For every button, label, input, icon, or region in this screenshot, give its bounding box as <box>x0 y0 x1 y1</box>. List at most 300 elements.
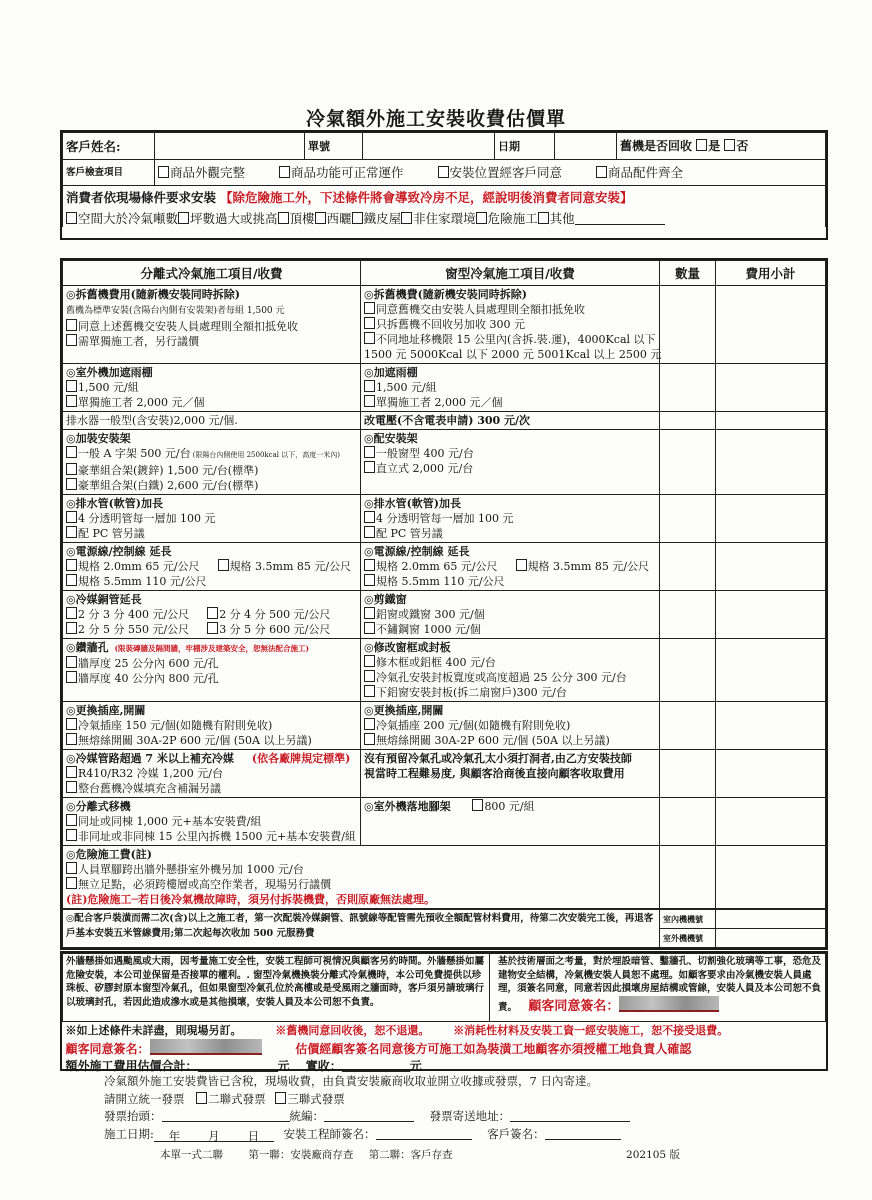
item-line <box>364 287 656 302</box>
header-section <box>60 130 828 240</box>
item-line <box>364 431 656 446</box>
subtotal-field[interactable] <box>716 591 826 639</box>
item-text: R410/R32 冷媒 1,200 元/台 <box>78 767 223 780</box>
split-item-cell <box>63 430 361 495</box>
item-line <box>66 526 357 541</box>
condition-checkbox[interactable] <box>278 212 289 224</box>
option-checkbox[interactable] <box>218 559 229 571</box>
option-checkbox[interactable] <box>364 733 375 745</box>
inspection-item <box>596 165 683 180</box>
paid-field[interactable] <box>342 1058 410 1072</box>
item-line <box>364 670 656 685</box>
qty-field[interactable] <box>660 798 716 846</box>
item-text: 規格 3.5mm 85 元/公尺 <box>527 560 650 573</box>
option-checkbox[interactable] <box>364 655 375 667</box>
condition-item <box>66 211 178 226</box>
item-text: 1,500 元/組 <box>376 381 437 394</box>
item-line <box>364 526 656 541</box>
item-text: 1,500 元/組 <box>78 381 139 394</box>
option-checkbox[interactable] <box>66 526 77 538</box>
item-text: ◎電源線/控制線 延長 <box>66 545 172 558</box>
option-checkbox[interactable] <box>472 799 483 811</box>
copy1-label: 第一聯：安裝廠商存查 <box>248 1149 354 1161</box>
option-checkbox[interactable] <box>66 656 77 668</box>
item-line <box>66 671 357 686</box>
subtotal-field[interactable] <box>716 430 826 495</box>
item-text: ◎冷媒銅管延長 <box>66 593 142 606</box>
notes-section <box>60 951 828 1071</box>
item-line <box>364 655 656 670</box>
item-line <box>364 559 656 574</box>
subtotal-field[interactable] <box>716 364 826 412</box>
invoice-3-checkbox[interactable] <box>275 1092 286 1104</box>
condition-label: 其他 <box>549 211 575 226</box>
item-segment <box>66 815 261 828</box>
item-text: 不鏽鋼窗 1000 元/個 <box>376 623 481 636</box>
option-checkbox[interactable] <box>364 302 375 314</box>
qty-field[interactable] <box>660 364 716 412</box>
item-line <box>364 511 656 526</box>
customer-name-label: 客戶姓名: <box>63 133 155 160</box>
construction-date-field[interactable] <box>154 1128 274 1142</box>
item-text: 4 分透明管每一層加 100 元 <box>376 512 514 525</box>
subtotal-field[interactable] <box>716 846 826 909</box>
paid-unit: 元 <box>409 1059 422 1073</box>
item-text: ◎拆舊機費用(隨新機安裝同時拆除) <box>66 288 241 301</box>
item-line <box>66 511 357 526</box>
item-segment <box>66 848 152 861</box>
recycle-no-checkbox[interactable] <box>724 139 735 151</box>
condition-row <box>63 186 826 228</box>
item-line <box>364 496 656 511</box>
item-segment <box>66 719 272 732</box>
option-checkbox[interactable] <box>364 461 375 473</box>
item-segment <box>66 608 189 621</box>
item-segment <box>66 767 223 780</box>
window-item-cell <box>361 639 660 702</box>
item-text: ◎鑽牆孔 <box>66 641 113 654</box>
item-text: 規格 2.0mm 65 元/公尺 <box>78 560 200 573</box>
condition-checkbox[interactable] <box>476 212 487 224</box>
option-checkbox[interactable] <box>516 559 527 571</box>
item-text: 改電壓(不含電表申請) 300 元/次 <box>364 414 531 427</box>
condition-checkbox[interactable] <box>66 212 77 224</box>
item-line <box>66 622 357 637</box>
window-item-cell <box>361 412 660 430</box>
option-checkbox[interactable] <box>364 559 375 571</box>
window-item-cell <box>361 591 660 639</box>
option-checkbox[interactable] <box>66 766 77 778</box>
condition-checkbox[interactable] <box>315 212 326 224</box>
item-text: (註)危險施工─若日後冷氣機故障時，須另付拆裝機費，否則原廠無法處理。 <box>66 893 436 906</box>
item-segment <box>364 527 443 540</box>
condition-item <box>278 211 315 226</box>
split-item-cell <box>63 412 361 430</box>
item-segment <box>364 671 627 684</box>
item-line <box>66 718 357 733</box>
qty-field[interactable] <box>660 412 716 430</box>
item-text: ◎加遮雨棚 <box>364 366 418 379</box>
col-window-header: 窗型冷氣施工項目/收費 <box>361 261 660 286</box>
item-line <box>364 607 656 622</box>
notes-right-text: 基於技術層面之考量，對於埋設暗管、鑿牆孔、切割強化玻璃等工事，恐危及建物安全結構，冷氣機安裝人員恕不處理。如顧客要求由冷氣機安裝人員處理，須簽名同意，同意若因此損壞房屋結構或管線，安裝人員及本公司恕不負責。 <box>498 956 822 1013</box>
item-text: 單獨施工者 2,000 元／個 <box>78 396 205 409</box>
item-segment <box>66 512 215 525</box>
item-line <box>66 334 357 349</box>
item-line <box>66 496 357 511</box>
option-checkbox[interactable] <box>66 334 77 346</box>
item-segment <box>66 447 191 460</box>
condition-label: 非住家環境 <box>413 211 476 226</box>
total-label: 額外施工費用估價合計： <box>65 1059 198 1073</box>
option-checkbox[interactable] <box>364 332 375 344</box>
item-segment <box>218 560 352 573</box>
table-row <box>63 543 826 591</box>
item-line <box>66 892 656 907</box>
construction-date-label: 施工日期: <box>104 1127 154 1141</box>
invoice-3-label: 三聯式發票 <box>287 1092 345 1106</box>
condition-checkbox[interactable] <box>178 212 189 224</box>
date-field[interactable] <box>555 133 617 160</box>
condition-label: 西曬 <box>326 211 352 226</box>
item-line <box>66 413 357 428</box>
total-unit: 元 <box>277 1059 290 1073</box>
option-checkbox[interactable] <box>364 317 375 329</box>
condition-checkbox[interactable] <box>538 212 549 224</box>
subtotal-field[interactable] <box>716 750 826 798</box>
item-text: ◎更換插座,開關 <box>66 704 146 717</box>
item-segment <box>516 560 650 573</box>
window-item-cell <box>361 495 660 543</box>
qty-field[interactable] <box>660 430 716 495</box>
option-checkbox[interactable] <box>66 814 77 826</box>
item-segment <box>364 318 525 331</box>
invoice-2-label: 二聯式發票 <box>208 1092 266 1106</box>
order-no-field[interactable] <box>363 133 495 160</box>
item-line <box>66 574 357 589</box>
copies-row <box>160 1147 680 1162</box>
option-checkbox[interactable] <box>66 380 77 392</box>
other-condition-field[interactable] <box>575 211 665 225</box>
item-text: ◎配安裝架 <box>364 432 418 445</box>
item-text: 一般 A 字架 500 元/台 <box>78 447 191 460</box>
table-row <box>63 364 826 412</box>
option-checkbox[interactable] <box>66 463 77 475</box>
item-text: ◎修改窗框或封板 <box>364 641 451 654</box>
item-line <box>364 640 656 655</box>
item-line <box>364 574 656 589</box>
qty-field[interactable] <box>660 846 716 909</box>
item-line <box>364 592 656 607</box>
option-checkbox[interactable] <box>364 526 375 538</box>
item-text: 人員單腳跨出牆外懸掛室外機另加 1000 元/台 <box>78 863 304 876</box>
item-segment <box>66 366 153 379</box>
option-checkbox[interactable] <box>207 607 218 619</box>
option-checkbox[interactable] <box>66 671 77 683</box>
inspection-checkbox[interactable] <box>596 166 607 178</box>
paid-label: 實收： <box>305 1059 342 1073</box>
item-segment <box>66 432 131 445</box>
option-checkbox[interactable] <box>66 733 77 745</box>
split-item-cell <box>63 591 361 639</box>
item-text: 沒有預留冷氣孔或冷氣孔太小須打洞者,由乙方安裝技師 <box>364 752 632 765</box>
inspection-label: 安裝位置經客戶同意 <box>449 165 563 180</box>
qty-field[interactable] <box>660 750 716 798</box>
month-label: 月 <box>208 1129 220 1143</box>
item-segment <box>472 800 534 813</box>
form-title: 冷氣額外施工安裝收費估價單 <box>305 108 566 130</box>
pricing-table <box>60 258 828 950</box>
item-segment <box>66 396 204 409</box>
inspection-checkbox[interactable] <box>438 166 449 178</box>
copy2-label: 第二聯：客戶存查 <box>368 1149 453 1161</box>
qty-field[interactable] <box>660 639 716 702</box>
item-segment <box>364 432 418 445</box>
option-checkbox[interactable] <box>66 877 77 889</box>
recycle-yes-checkbox[interactable] <box>696 139 707 151</box>
item-text: 直立式 2,000 元/台 <box>376 462 474 475</box>
item-text: (依各廠牌規定標準) <box>251 752 351 765</box>
item-line <box>66 847 656 862</box>
qty-field[interactable] <box>660 286 716 364</box>
qty-field[interactable] <box>660 702 716 750</box>
invoice-title-field[interactable] <box>162 1108 290 1122</box>
option-checkbox[interactable] <box>66 511 77 523</box>
item-line <box>364 751 656 766</box>
customer-name-field[interactable] <box>155 133 305 160</box>
option-checkbox[interactable] <box>364 670 375 682</box>
item-text: 無熔絲開關 30A-2P 600 元/個 (50A 以上另議) <box>376 734 610 747</box>
item-text: (限陽台內側使用 2500kcal 以下，高度一米內) <box>192 451 340 459</box>
item-line <box>364 799 656 814</box>
option-checkbox[interactable] <box>66 862 77 874</box>
option-checkbox[interactable] <box>66 829 77 841</box>
window-item-cell <box>361 702 660 750</box>
item-text: 規格 5.5mm 110 元/公尺 <box>78 575 207 588</box>
item-line <box>364 622 656 637</box>
item-text: 冷氣插座 200 元/個(如隨機有附則免收) <box>376 719 571 732</box>
item-line <box>66 814 357 829</box>
item-text: ◎室外機落地腳架 <box>364 800 455 813</box>
item-text: ◎排水管(軟管)加長 <box>364 497 462 510</box>
item-segment <box>66 782 221 795</box>
condition-items <box>66 211 822 226</box>
window-item-cell <box>361 750 660 798</box>
item-text: 冷氣插座 150 元/個(如隨機有附則免收) <box>78 719 273 732</box>
split-item-cell <box>63 750 361 798</box>
item-line <box>66 703 357 718</box>
item-line <box>364 332 656 347</box>
item-line <box>364 347 662 362</box>
item-segment <box>66 464 258 477</box>
option-checkbox[interactable] <box>364 607 375 619</box>
item-text: 只拆舊機不回收另加收 300 元 <box>376 318 525 331</box>
item-line <box>364 685 656 700</box>
condition-label: 危險施工 <box>487 211 538 226</box>
inspection-label: 商品配件齊全 <box>608 165 684 180</box>
option-checkbox[interactable] <box>364 718 375 730</box>
item-text: 非同址或非同棟 15 公里內拆機 1500 元+基本安裝費/組 <box>78 830 356 843</box>
item-text: 同意上述舊機交安裝人員處理則全額扣抵免收 <box>78 320 298 333</box>
item-segment <box>364 767 625 780</box>
option-checkbox[interactable] <box>364 380 375 392</box>
item-text: 牆厚度 25 公分內 600 元/孔 <box>78 657 219 670</box>
item-segment <box>364 545 469 558</box>
option-checkbox[interactable] <box>364 511 375 523</box>
item-segment <box>66 560 200 573</box>
condition-checkbox[interactable] <box>352 212 363 224</box>
item-segment <box>364 381 437 394</box>
item-text: 視當時工程難易度, 與顧客洽商後直接向顧客收取費用 <box>364 767 625 780</box>
item-text: 2 分 4 分 500 元/公尺 <box>219 608 331 621</box>
qty-field[interactable] <box>660 543 716 591</box>
item-line <box>364 380 656 395</box>
item-text: 鋁窗或鐵窗 300 元/個 <box>376 608 485 621</box>
subtotal-field[interactable] <box>716 412 826 430</box>
qty-field[interactable] <box>660 591 716 639</box>
item-segment <box>364 719 570 732</box>
option-checkbox[interactable] <box>66 607 77 619</box>
date-label: 日期 <box>495 133 555 160</box>
option-checkbox[interactable] <box>66 395 77 407</box>
item-text: 排水器一般型(含安裝)2,000 元/個. <box>66 414 238 427</box>
item-segment <box>364 686 567 699</box>
item-line <box>66 766 357 781</box>
item-text: 同址或同棟 1,000 元+基本安裝費/組 <box>78 815 262 828</box>
item-segment <box>364 734 610 747</box>
table-row <box>63 846 826 909</box>
recycle-yes-label: 是 <box>708 138 721 153</box>
item-text: (限裝磚牆及隔間牆，牢棚涉及建築安全，恕無法配合施工) <box>114 644 310 653</box>
invoice-2-checkbox[interactable] <box>196 1092 207 1104</box>
item-line <box>364 365 656 380</box>
item-line <box>364 733 656 748</box>
option-checkbox[interactable] <box>364 395 375 407</box>
hazard-section <box>63 846 660 909</box>
date-sign-row <box>104 1126 621 1142</box>
item-segment <box>364 656 496 669</box>
item-segment <box>66 657 219 670</box>
inspection-checkbox[interactable] <box>279 166 290 178</box>
item-segment <box>364 497 461 510</box>
subtotal-field[interactable] <box>716 702 826 750</box>
item-line <box>66 829 357 844</box>
split-item-cell <box>63 286 361 364</box>
item-line <box>66 395 357 410</box>
subtotal-field[interactable] <box>716 495 826 543</box>
inspection-item <box>158 165 245 180</box>
year-label: 年 <box>168 1129 181 1143</box>
subtotal-field[interactable] <box>716 798 826 846</box>
total-field[interactable] <box>198 1058 278 1072</box>
item-text: 牆厚度 40 公分內 800 元/孔 <box>78 672 219 685</box>
customer-signature-redacted[interactable] <box>150 1039 262 1055</box>
option-checkbox[interactable] <box>66 622 77 634</box>
qty-field[interactable] <box>660 495 716 543</box>
right-signature-redacted <box>619 996 719 1012</box>
item-text: ◎冷媒管路超過 7 米以上補充冷媒 <box>66 752 234 765</box>
condition-checkbox[interactable] <box>401 212 412 224</box>
inspection-checkbox[interactable] <box>158 166 169 178</box>
option-checkbox[interactable] <box>364 622 375 634</box>
item-segment <box>66 545 171 558</box>
item-line <box>364 461 656 476</box>
item-line <box>66 380 357 395</box>
item-text: 下鋁窗安裝封板(拆二扇窗戶)300 元/台 <box>376 686 567 699</box>
subtotal-field[interactable] <box>716 286 826 364</box>
table-row <box>63 412 826 430</box>
item-text: 2 分 3 分 400 元/公尺 <box>78 608 190 621</box>
col-qty-header: 數量 <box>660 261 716 286</box>
customer-sign-field[interactable] <box>545 1126 621 1140</box>
indoor-unit-field[interactable] <box>716 910 826 929</box>
item-line <box>66 559 357 574</box>
item-text: ◎電源線/控制線 延長 <box>364 545 470 558</box>
option-checkbox[interactable] <box>66 446 77 458</box>
notes-right <box>490 954 826 1022</box>
engineer-sign-label: 安裝工程師簽名： <box>283 1127 376 1141</box>
item-segment <box>364 752 632 765</box>
option-checkbox[interactable] <box>364 685 375 697</box>
option-checkbox[interactable] <box>364 446 375 458</box>
item-segment <box>66 641 112 654</box>
item-segment <box>66 830 356 843</box>
window-item-cell <box>361 798 660 846</box>
tax-id-field[interactable] <box>324 1108 414 1122</box>
item-text: ◎剪鐵窗 <box>364 593 407 606</box>
item-text: ◎拆舊機費(隨新機安裝同時拆除) <box>364 288 528 301</box>
item-segment <box>364 641 451 654</box>
item-line <box>66 607 357 622</box>
item-text: 4 分透明管每一層加 100 元 <box>78 512 216 525</box>
invoice-info-row <box>104 1108 630 1124</box>
item-line <box>66 656 357 671</box>
item-line <box>66 862 656 877</box>
outdoor-unit-field[interactable] <box>716 929 826 948</box>
option-checkbox[interactable] <box>66 559 77 571</box>
engineer-sign-field[interactable] <box>376 1126 472 1140</box>
condition-item <box>476 211 538 226</box>
item-text: ◎更換插座,開關 <box>364 704 444 717</box>
option-checkbox[interactable] <box>66 718 77 730</box>
table-row <box>63 750 826 798</box>
copies-label: 本單一式二聯 <box>160 1149 223 1161</box>
item-segment <box>364 512 513 525</box>
subtotal-field[interactable] <box>716 543 826 591</box>
option-checkbox[interactable] <box>66 478 77 490</box>
option-checkbox[interactable] <box>66 781 77 793</box>
sign-note: 估價經顧客簽名同意後方可施工如為裝潢工地顧客亦須授權工地負責人確認 <box>295 1042 692 1056</box>
subtotal-field[interactable] <box>716 639 826 702</box>
option-checkbox[interactable] <box>364 574 375 586</box>
item-line <box>364 413 656 428</box>
item-line <box>66 431 357 446</box>
item-segment <box>193 447 340 460</box>
item-line <box>66 544 357 559</box>
item-text: 無立足點，必須跨樓層或高空作業者，現場另行議價 <box>78 878 331 891</box>
address-field[interactable] <box>510 1108 630 1122</box>
option-checkbox[interactable] <box>66 574 77 586</box>
recycle-no-label: 否 <box>736 138 749 153</box>
item-segment <box>364 704 443 717</box>
option-checkbox[interactable] <box>207 622 218 634</box>
table-row <box>63 430 826 495</box>
item-segment <box>66 878 331 891</box>
item-segment <box>66 320 298 333</box>
option-checkbox[interactable] <box>66 319 77 331</box>
split-item-cell <box>63 543 361 591</box>
item-segment <box>66 479 258 492</box>
